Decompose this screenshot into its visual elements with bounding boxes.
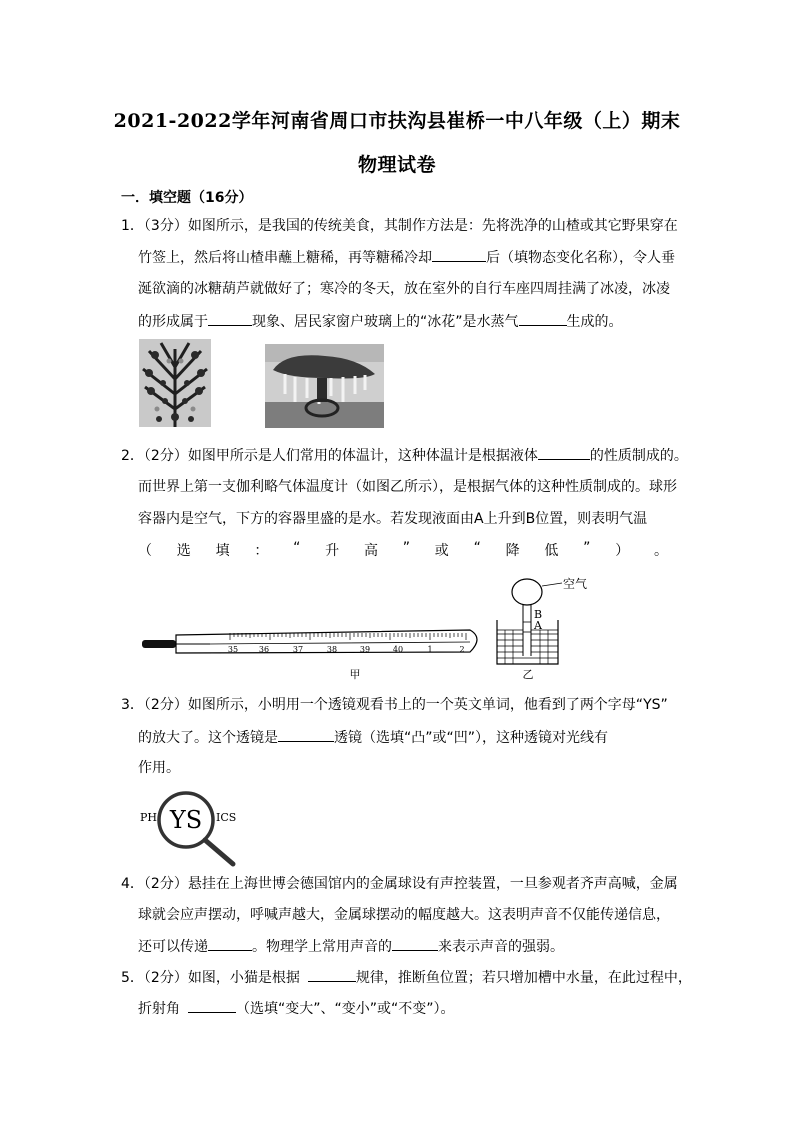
q2-line-2: 而世界上第一支伽利略气体温度计（如图乙所示），是根据气体的这种性质制成的。球形	[138, 479, 677, 495]
q1-line-2	[138, 247, 675, 268]
exam-title: 2021-2022学年河南省周口市扶沟县崔桥一中八年级（上）期末	[113, 110, 681, 132]
q1-line-3: 涎欲滴的冰糖葫芦就做好了；寒冷的冬天，放在室外的自行车座四周挂满了冰凌，冰凌	[138, 281, 670, 297]
scale-label: 36	[258, 645, 270, 654]
q1-text: 现象、居民家窗户玻璃上的“冰花”是水蒸气	[252, 314, 519, 330]
scale-label: 37	[292, 645, 304, 654]
q4-text: 来表示声音的强弱。	[438, 939, 564, 955]
q2-char: ）	[615, 543, 630, 559]
q3-text: 的放大了。这个透镜是	[138, 730, 278, 746]
q2-char: “	[293, 540, 301, 556]
q4-line-2: 球就会应声摆动，呼喊声越大，金属球摆动的幅度越大。这表明声音不仅能传递信息，	[138, 907, 670, 923]
q2-line-4	[138, 540, 668, 560]
q1-line-1: 1．（3分）如图所示，是我国的传统美食，其制作方法是：先将洗净的山楂或其它野果穿在	[121, 218, 678, 234]
q2-line-3: 容器内是空气，下方的容器里盛的是水。若发现液面由A上升到B位置，则表明气温	[138, 511, 648, 527]
q5-text: 5．（2分）如图，小猫是根据	[121, 970, 300, 986]
q5-blank-2[interactable]	[188, 998, 236, 1013]
q2-char: ”	[583, 540, 591, 556]
q2-char: 填	[215, 543, 230, 559]
q4-line-3	[138, 936, 564, 957]
q2-char: ：	[254, 543, 269, 559]
figure-label-jia: 甲	[349, 668, 361, 681]
scale-label: 2	[459, 645, 465, 654]
scale-label: 40	[392, 645, 404, 654]
q2-char: 升	[325, 543, 340, 559]
q5-blank-1[interactable]	[308, 967, 356, 982]
q2-char: （	[138, 543, 152, 559]
figure-label-air: 空气	[563, 577, 588, 591]
q4-text: 还可以传递	[138, 939, 208, 955]
q1-text: 后（填物态变化名称），令人垂	[486, 250, 675, 266]
q1-text: 的形成属于	[138, 314, 208, 330]
q2-line-1	[121, 445, 688, 466]
scale-label: 39	[359, 645, 371, 654]
q2-text: 的性质制成的。	[589, 448, 688, 464]
q5-line-2	[138, 998, 455, 1019]
thermometer-figure	[140, 572, 600, 684]
q2-char: 选	[176, 543, 191, 559]
q1-text: 生成的。	[566, 314, 623, 330]
q1-line-4	[138, 311, 623, 332]
scale-label: 35	[227, 645, 239, 654]
q3-text: 透镜（选填“凸”或“凹”），这种透镜对光线有	[334, 730, 609, 746]
q2-char: 低	[544, 543, 559, 559]
q5-text: 规律，推断鱼位置；若只增加槽中水量，在此过程中，	[355, 970, 692, 986]
icicle-bike-seat-photo	[265, 344, 384, 428]
q3-line-3: 作用。	[138, 760, 180, 776]
q3-line-1: 3．（2分）如图所示，小明用一个透镜观看书上的一个英文单词，他看到了两个字母“YS”	[121, 697, 668, 713]
q4-blank-2[interactable]	[392, 936, 438, 951]
q4-line-1: 4．（2分）悬挂在上海世博会德国馆内的金属球设有声控装置，一旦参观者齐声高喊，金属	[121, 876, 678, 892]
q5-text: 折射角	[138, 1001, 180, 1017]
magnifier-figure	[138, 790, 248, 868]
point-b-label: B	[534, 608, 543, 621]
q4-text: 。物理学上常用声音的	[252, 939, 392, 955]
q1-blank-3[interactable]	[519, 311, 567, 326]
q1-blank-2[interactable]	[208, 311, 252, 326]
q1-text: 竹签上，然后将山楂串蘸上糖稀，再等糖稀冷却	[138, 250, 432, 266]
word-prefix: PH	[140, 811, 157, 824]
q4-blank-1[interactable]	[208, 936, 252, 951]
q2-text: 2．（2分）如图甲所示是人们常用的体温计，这种体温计是根据液体	[121, 448, 538, 464]
q2-char: 或	[434, 543, 449, 559]
q5-text: （选填“变大”、“变小”或“不变”）。	[236, 1001, 455, 1017]
q3-line-2	[138, 727, 608, 748]
q2-char: 降	[505, 543, 520, 559]
scale-label: 1	[427, 645, 433, 654]
point-a-label: A	[534, 619, 542, 632]
magnified-letters: YS	[169, 806, 203, 834]
q2-char: 高	[363, 543, 378, 559]
q3-blank-1[interactable]	[278, 727, 334, 742]
q2-char: “	[473, 540, 481, 556]
q2-char: ”	[402, 540, 410, 556]
figure-label-yi: 乙	[522, 668, 534, 681]
q2-blank-1[interactable]	[538, 445, 590, 460]
section-heading: 一．填空题（16分）	[121, 190, 253, 206]
exam-subtitle: 物理试卷	[357, 154, 436, 176]
candied-haws-photo	[139, 339, 211, 427]
scale-label: 38	[326, 645, 338, 654]
q1-blank-1[interactable]	[432, 247, 486, 262]
q2-char: 。	[654, 543, 668, 559]
word-suffix: ICS	[216, 811, 237, 824]
q5-line-1	[121, 967, 692, 988]
